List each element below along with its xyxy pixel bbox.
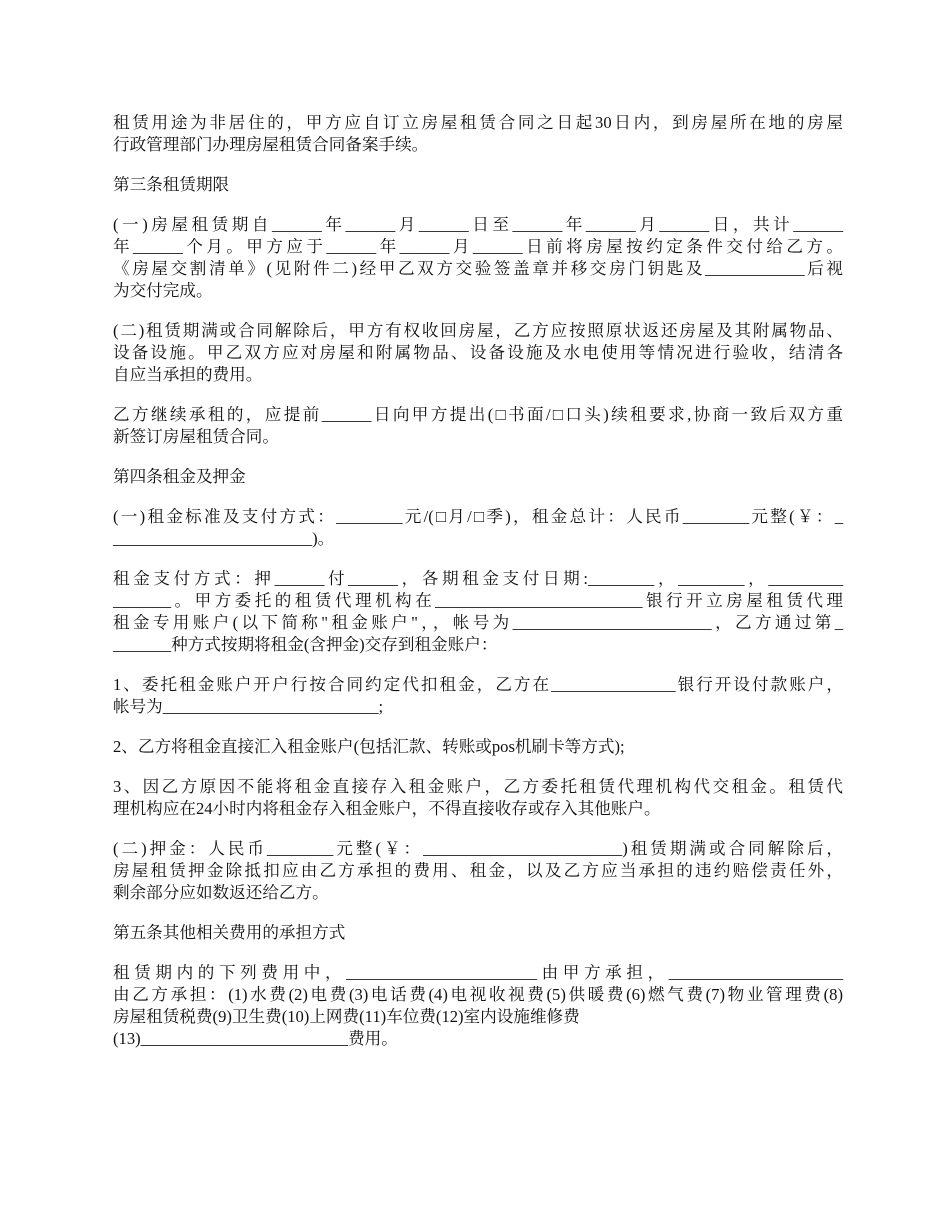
text-line: 租赁期内的下列费用中，_______________________由甲方承担，_____________________ bbox=[113, 963, 843, 982]
heading-article-4 bbox=[113, 466, 843, 488]
para-3-renewal bbox=[113, 404, 843, 448]
text-line: ________________________)。 bbox=[113, 529, 335, 548]
para-4-method-2 bbox=[113, 736, 843, 758]
text-line: (二)租赁期满或合同解除后，甲方有权收回房屋，乙方应按照原状返还房屋及其附属物品、 bbox=[113, 321, 843, 340]
para-4-2-deposit bbox=[113, 838, 843, 904]
text-line: 行政管理部门办理房屋租赁合同备案手续。 bbox=[113, 135, 429, 154]
text-line: 《房屋交割清单》(见附件二)经甲乙双方交验签盖章并移交房门钥匙及____________后视 bbox=[113, 259, 843, 278]
text-line: _______种方式按期将租金(含押金)交存到租金账户： bbox=[113, 635, 498, 654]
para-4-1 bbox=[113, 506, 843, 550]
text-line: (二)押金：人民币________元整(￥：________________________)租赁期满或合同解除后， bbox=[113, 839, 843, 858]
document-page bbox=[113, 112, 843, 1068]
text-line: 房屋租赁税费(9)卫生费(10)上网费(11)车位费(12)室内设施维修费 bbox=[113, 1007, 580, 1026]
text-line: 2、乙方将租金直接汇入租金账户(包括汇款、转账或pos机刷卡等方式); bbox=[113, 737, 625, 756]
para-5-fees bbox=[113, 962, 843, 1050]
para-4-method-1 bbox=[113, 674, 843, 718]
text-line: _______。甲方委托的租赁代理机构在_________________________银行开立房屋租赁代理 bbox=[113, 591, 843, 610]
section-heading: 第三条租赁期限 bbox=[113, 175, 230, 194]
heading-article-3 bbox=[113, 174, 843, 196]
section-heading: 第四条租金及押金 bbox=[113, 467, 246, 486]
para-4-payment bbox=[113, 568, 843, 656]
text-line: 由乙方承担：(1)水费(2)电费(3)电话费(4)电视收视费(5)供暖费(6)燃气费(7)物业管理费(8) bbox=[113, 985, 843, 1004]
text-line: 租金支付方式：押______付______，各期租金支付日期:________，________，_________ bbox=[113, 569, 843, 588]
para-usage-filing bbox=[113, 112, 843, 156]
text-line: (13)_________________________费用。 bbox=[113, 1029, 398, 1048]
text-line: (一)租金标准及支付方式：________元/(□月/□季)，租金总计：人民币________元整(￥：_ bbox=[113, 507, 843, 526]
text-line: 房屋租赁押金除抵扣应由乙方承担的费用、租金，以及乙方应当承担的违约赔偿责任外， bbox=[113, 861, 843, 880]
text-line: 3、因乙方原因不能将租金直接存入租金账户，乙方委托租赁代理机构代交租金。租赁代 bbox=[113, 777, 843, 796]
text-line: 理机构应在24小时内将租金存入租金账户，不得直接收存或存入其他账户。 bbox=[113, 799, 661, 818]
text-line: 1、委托租金账户开户行按合同约定代扣租金，乙方在_______________银行开设付款账户， bbox=[113, 675, 843, 694]
text-line: 新签订房屋租赁合同。 bbox=[113, 427, 279, 446]
text-line: 自应当承担的费用。 bbox=[113, 365, 263, 384]
para-3-2 bbox=[113, 320, 843, 386]
para-4-method-3 bbox=[113, 776, 843, 820]
text-line: 租金专用账户(以下简称"租金账户"，，帐号为________________________，乙方通过第_ bbox=[113, 613, 843, 632]
text-line: 为交付完成。 bbox=[113, 281, 213, 300]
text-line: 年______个月。甲方应于______年______月______日前将房屋按约定条件交付给乙方。 bbox=[113, 237, 843, 256]
para-3-1 bbox=[113, 214, 843, 302]
heading-article-5 bbox=[113, 922, 843, 944]
text-line: 乙方继续承租的，应提前______日向甲方提出(□书面/□口头)续租要求,协商一致后双方重 bbox=[113, 405, 843, 424]
text-line: 帐号为__________________________; bbox=[113, 697, 384, 716]
text-line: 设备设施。甲乙双方应对房屋和附属物品、设备设施及水电使用等情况进行验收，结清各 bbox=[113, 343, 843, 362]
section-heading: 第五条其他相关费用的承担方式 bbox=[113, 923, 346, 942]
text-line: 剩余部分应如数返还给乙方。 bbox=[113, 883, 329, 902]
text-line: (一)房屋租赁期自______年______月______日至______年______月______日，共计______ bbox=[113, 215, 843, 234]
text-line: 租赁用途为非居住的，甲方应自订立房屋租赁合同之日起30日内，到房屋所在地的房屋 bbox=[113, 113, 843, 132]
